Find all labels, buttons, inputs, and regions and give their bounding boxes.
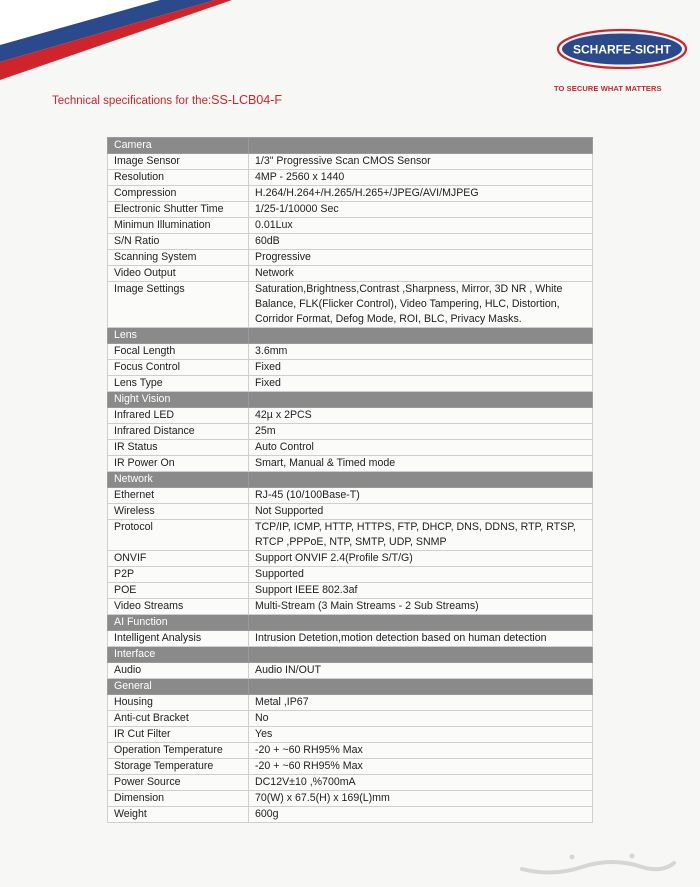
- spec-row: [108, 711, 593, 727]
- spec-label: Scanning System: [108, 250, 249, 266]
- spec-row: [108, 170, 593, 186]
- spec-value: Progressive: [249, 250, 593, 266]
- spec-row: [108, 376, 593, 392]
- spec-value: Auto Control: [249, 440, 593, 456]
- spec-value: 600g: [249, 807, 593, 823]
- spec-row: [108, 567, 593, 583]
- spec-label: Infrared LED: [108, 408, 249, 424]
- section-filler: [249, 328, 593, 344]
- spec-row: [108, 727, 593, 743]
- spec-row: [108, 599, 593, 615]
- spec-row: [108, 424, 593, 440]
- spec-label: IR Cut Filter: [108, 727, 249, 743]
- watermark-logo: [512, 849, 682, 879]
- spec-row: [108, 202, 593, 218]
- spec-value: DC12V±10 ,%700mA: [249, 775, 593, 791]
- spec-value: 3.6mm: [249, 344, 593, 360]
- spec-row: [108, 743, 593, 759]
- spec-row: [108, 250, 593, 266]
- spec-label: Lens Type: [108, 376, 249, 392]
- spec-label: Focal Length: [108, 344, 249, 360]
- spec-label: Focus Control: [108, 360, 249, 376]
- spec-row: [108, 504, 593, 520]
- section-header: [108, 472, 593, 488]
- spec-row: [108, 488, 593, 504]
- section-title: Night Vision: [108, 392, 249, 408]
- spec-value: RJ-45 (10/100Base-T): [249, 488, 593, 504]
- section-title: General: [108, 679, 249, 695]
- scharfe-sicht-logo: [556, 28, 688, 70]
- svg-text:SCHARFE-SICHT: SCHARFE-SICHT: [573, 42, 671, 57]
- spec-row: [108, 360, 593, 376]
- spec-label: Video Streams: [108, 599, 249, 615]
- spec-label: POE: [108, 583, 249, 599]
- spec-label: IR Status: [108, 440, 249, 456]
- spec-row: [108, 775, 593, 791]
- spec-value: Smart, Manual & Timed mode: [249, 456, 593, 472]
- spec-value: Multi-Stream (3 Main Streams - 2 Sub Streams): [249, 599, 593, 615]
- title-prefix: Technical specifications for the:: [52, 95, 212, 107]
- spec-row: [108, 456, 593, 472]
- spec-value: 42µ x 2PCS: [249, 408, 593, 424]
- spec-label: Operation Temperature: [108, 743, 249, 759]
- section-filler: [249, 138, 593, 154]
- corner-stripe-banner: [0, 0, 240, 90]
- spec-row: [108, 759, 593, 775]
- spec-row: [108, 551, 593, 567]
- section-header: [108, 679, 593, 695]
- spec-label: Power Source: [108, 775, 249, 791]
- spec-row: [108, 186, 593, 202]
- spec-value: 25m: [249, 424, 593, 440]
- spec-label: ONVIF: [108, 551, 249, 567]
- spec-label: IR Power On: [108, 456, 249, 472]
- spec-label: Intelligent Analysis: [108, 631, 249, 647]
- spec-value: H.264/H.264+/H.265/H.265+/JPEG/AVI/MJPEG: [249, 186, 593, 202]
- spec-value: No: [249, 711, 593, 727]
- spec-label: Housing: [108, 695, 249, 711]
- section-filler: [249, 647, 593, 663]
- spec-label: Electronic Shutter Time: [108, 202, 249, 218]
- spec-value: Not Supported: [249, 504, 593, 520]
- spec-row: [108, 520, 593, 551]
- spec-label: Resolution: [108, 170, 249, 186]
- section-filler: [249, 472, 593, 488]
- spec-label: Compression: [108, 186, 249, 202]
- section-header: [108, 392, 593, 408]
- section-title: Interface: [108, 647, 249, 663]
- spec-label: Minimun Illumination: [108, 218, 249, 234]
- spec-row: [108, 695, 593, 711]
- spec-value: Saturation,Brightness,Contrast ,Sharpness, Mirror, 3D NR , White Balance, FLK(Flicker Control), Video Tampering, HLC, Distortion, Corridor Format, Defog Mode, ROI, BLC, Privacy Masks.: [249, 282, 593, 328]
- spec-value: Audio IN/OUT: [249, 663, 593, 679]
- spec-label: Wireless: [108, 504, 249, 520]
- spec-value: 1/3" Progressive Scan CMOS Sensor: [249, 154, 593, 170]
- spec-label: Protocol: [108, 520, 249, 551]
- spec-label: Image Sensor: [108, 154, 249, 170]
- brand-tagline: TO SECURE WHAT MATTERS: [554, 84, 662, 93]
- section-header: [108, 647, 593, 663]
- section-header: [108, 615, 593, 631]
- spec-value: 4MP - 2560 x 1440: [249, 170, 593, 186]
- spec-value: Yes: [249, 727, 593, 743]
- spec-table: [107, 137, 593, 823]
- section-header: [108, 328, 593, 344]
- document-title: [52, 93, 282, 107]
- spec-row: [108, 663, 593, 679]
- spec-label: Video Output: [108, 266, 249, 282]
- spec-value: 70(W) x 67.5(H) x 169(L)mm: [249, 791, 593, 807]
- spec-label: Audio: [108, 663, 249, 679]
- spec-label: Image Settings: [108, 282, 249, 328]
- spec-value: -20 + ~60 RH95% Max: [249, 759, 593, 775]
- spec-value: 60dB: [249, 234, 593, 250]
- spec-row: [108, 631, 593, 647]
- spec-row: [108, 234, 593, 250]
- spec-value: Support ONVIF 2.4(Profile S/T/G): [249, 551, 593, 567]
- spec-value: Fixed: [249, 376, 593, 392]
- spec-value: Support IEEE 802.3af: [249, 583, 593, 599]
- spec-row: [108, 791, 593, 807]
- section-title: Camera: [108, 138, 249, 154]
- spec-row: [108, 408, 593, 424]
- spec-row: [108, 440, 593, 456]
- section-title: Lens: [108, 328, 249, 344]
- spec-value: Network: [249, 266, 593, 282]
- spec-row: [108, 282, 593, 328]
- spec-value: Metal ,IP67: [249, 695, 593, 711]
- spec-label: Weight: [108, 807, 249, 823]
- spec-row: [108, 807, 593, 823]
- section-title: Network: [108, 472, 249, 488]
- spec-row: [108, 218, 593, 234]
- spec-label: Infrared Distance: [108, 424, 249, 440]
- section-title: AI Function: [108, 615, 249, 631]
- spec-row: [108, 583, 593, 599]
- spec-label: Anti-cut Bracket: [108, 711, 249, 727]
- spec-value: Intrusion Detetion,motion detection based on human detection: [249, 631, 593, 647]
- spec-value: Fixed: [249, 360, 593, 376]
- spec-row: [108, 266, 593, 282]
- spec-value: Supported: [249, 567, 593, 583]
- spec-row: [108, 154, 593, 170]
- spec-value: 0.01Lux: [249, 218, 593, 234]
- spec-label: P2P: [108, 567, 249, 583]
- section-filler: [249, 392, 593, 408]
- spec-value: 1/25-1/10000 Sec: [249, 202, 593, 218]
- model-number: SS-LCB04-F: [211, 93, 283, 107]
- section-filler: [249, 679, 593, 695]
- spec-label: Storage Temperature: [108, 759, 249, 775]
- spec-label: S/N Ratio: [108, 234, 249, 250]
- spec-row: [108, 344, 593, 360]
- section-filler: [249, 615, 593, 631]
- section-header: [108, 138, 593, 154]
- spec-label: Dimension: [108, 791, 249, 807]
- spec-value: -20 + ~60 RH95% Max: [249, 743, 593, 759]
- spec-value: TCP/IP, ICMP, HTTP, HTTPS, FTP, DHCP, DNS, DDNS, RTP, RTSP, RTCP ,PPPoE, NTP, SMTP, UDP, SNMP: [249, 520, 593, 551]
- spec-label: Ethernet: [108, 488, 249, 504]
